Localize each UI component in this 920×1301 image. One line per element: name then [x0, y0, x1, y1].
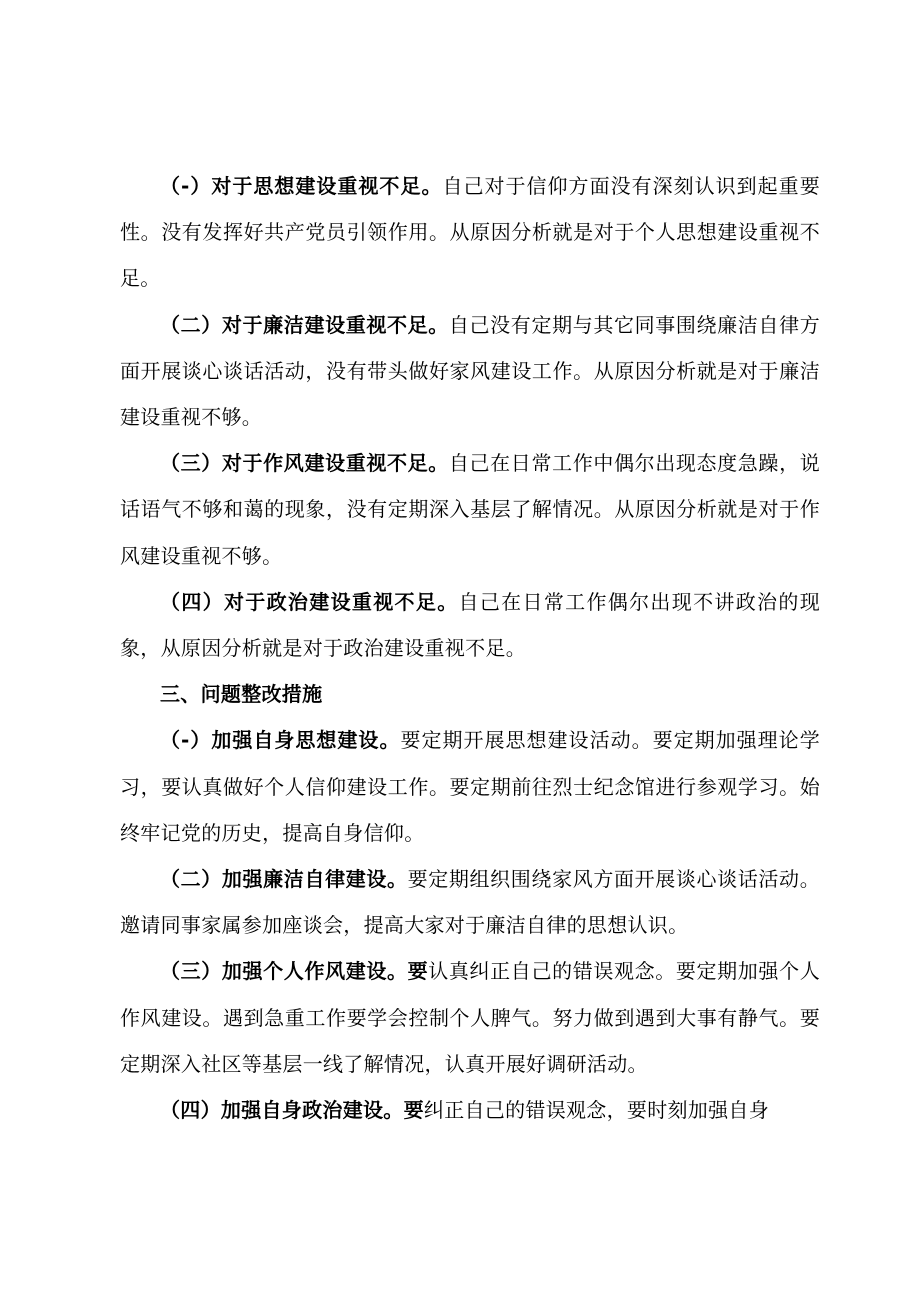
paragraph-text: 要定期组织围绕家风方面开展谈心谈话活动。邀请同事家属参加座谈会，提高大家对于廉洁自律的思想认识。	[120, 867, 820, 938]
paragraph-lead: （-）对于思想建设重视不足。	[160, 174, 443, 198]
paragraph-text: 自己没有定期与其它同事围绕廉洁自律方面开展谈心谈话活动，没有带头做好家风建设工作。从原因分析就是对于廉洁建设重视不够。	[120, 312, 821, 430]
paragraph-text: 自己对于信仰方面没有深刻认识到起重要性。没有发挥好共产党员引领作用。从原因分析就是对于个人思想建设重视不足。	[120, 174, 820, 291]
paragraph-lead: （四）加强自身政治建设。要	[160, 1098, 424, 1123]
paragraph-lead: （三）对于作风建设重视不足。	[160, 451, 449, 476]
measure-ideology	[120, 717, 820, 856]
paragraph-style-issue	[120, 440, 820, 579]
paragraph-political-issue	[120, 579, 820, 671]
paragraph-lead: （四）对于政治建设重视不足。	[160, 589, 459, 614]
paragraph-lead: （-）加强自身思想建设。	[160, 728, 401, 753]
document-body	[120, 163, 820, 1133]
paragraph-text: 自己在日常工作偶尔出现不讲政治的现象，从原因分析就是对于政治建设重视不足。	[120, 589, 820, 661]
paragraph-ideology-issue	[120, 163, 820, 302]
paragraph-lead: （三）加强个人作风建设。要	[160, 959, 429, 984]
paragraph-text: 要定期开展思想建设活动。要定期加强理论学习，要认真做好个人信仰建设工作。要定期前往烈士纪念馆进行参观学习。始终牢记党的历史，提高自身信仰。	[120, 728, 820, 845]
paragraph-text: 自己在日常工作中偶尔出现态度急躁，说话语气不够和蔼的现象，没有定期深入基层了解情况。从原因分析就是对于作风建设重视不够。	[120, 451, 821, 568]
measure-political	[120, 1087, 820, 1133]
paragraph-text: 认真纠正自己的错误观念。要定期加强个人作风建设。遇到急重工作要学会控制个人脾气。努力做到遇到大事有静气。要定期深入社区等基层一线了解情况，认真开展好调研活动。	[120, 959, 820, 1076]
measure-style	[120, 948, 820, 1087]
paragraph-text: 纠正自己的错误观念，要时刻加强自身	[423, 1098, 770, 1123]
section-heading: 三、问题整改措施	[160, 682, 323, 707]
measure-integrity	[120, 856, 820, 948]
paragraph-lead: （二）对于廉洁建设重视不足。	[160, 312, 449, 337]
paragraph-integrity-issue	[120, 302, 820, 441]
paragraph-lead: （二）加强廉洁自律建设。	[160, 867, 408, 892]
